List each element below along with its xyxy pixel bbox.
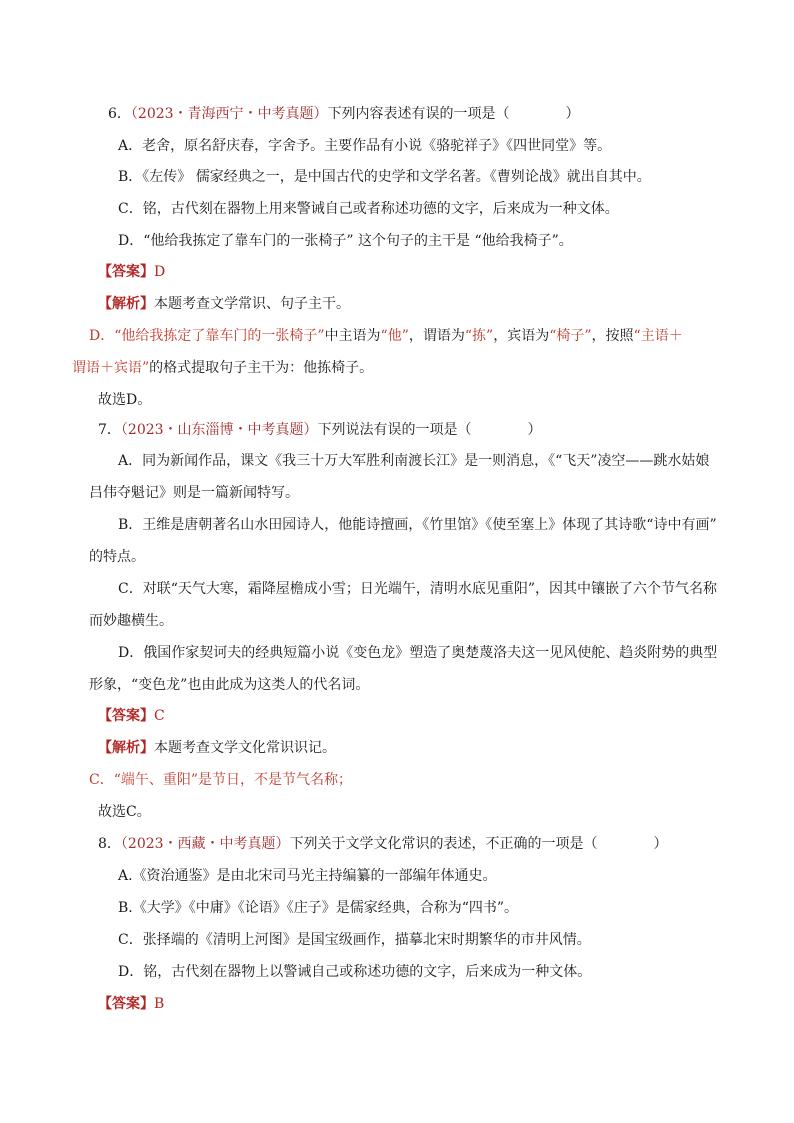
analysis-detail-line-1 — [89, 326, 683, 346]
conclusion: 故选C。 — [98, 804, 151, 820]
detail-text: “主语＋ — [633, 328, 683, 344]
option-b: B．王维是唐朝著名山水田园诗人，他能诗擅画，《竹里馆》《使至塞上》体现了其诗歌“诗中有画” — [118, 517, 717, 533]
detail-text: ，宾语为 — [493, 328, 550, 344]
answer-tag: 【答案】 — [98, 708, 154, 724]
analysis-tag: 【解析】 — [98, 740, 154, 756]
detail-text: “椅子” — [549, 328, 592, 344]
option-d: D．铭，古代刻在器物上以警诫自己或称述功德的文字，后来成为一种文体。 — [118, 964, 592, 980]
analysis-text: 本题考查文学常识、句子主干。 — [154, 296, 350, 312]
question-7-header — [98, 420, 542, 440]
question-6-header — [108, 104, 580, 124]
option-c: C．铭，古代刻在器物上用来警诫自己或者称述功德的文字，后来成为一种文体。 — [118, 201, 619, 217]
answer-line — [98, 706, 165, 726]
analysis-line — [98, 294, 350, 314]
analysis-text: 本题考查文学文化常识识记。 — [154, 740, 336, 756]
conclusion: 故选D。 — [98, 392, 152, 408]
question-stem: 下列关于文学文化常识的表述，不正确的一项是（ ） — [289, 836, 668, 852]
question-source: （2023・山东淄博・中考真题） — [120, 422, 318, 438]
option-a: A．老舍，原名舒庆春，字舍予。主要作品有小说《骆驼祥子》《四世同堂》等。 — [118, 138, 612, 154]
option-c: C．对联“天气大寒，霜降屋檐成小雪；日光端午，清明水底见重阳”，因其中镶嵌了六个节气名称 — [118, 581, 718, 597]
option-a-cont: 吕伟夺魁记》则是一篇新闻特写。 — [89, 485, 299, 501]
question-number: 8． — [98, 836, 121, 852]
question-8-header — [98, 834, 668, 854]
answer-tag: 【答案】 — [98, 264, 154, 280]
answer-tag: 【答案】 — [98, 996, 154, 1012]
detail-text: ，谓语为 — [408, 328, 465, 344]
answer-line — [98, 262, 165, 282]
detail-text: 谓语＋宾语” — [72, 360, 150, 376]
answer-line — [98, 994, 164, 1014]
option-d: D．俄国作家契诃夫的经典短篇小说《变色龙》塑造了奥楚蔑洛夫这一见风使舵、趋炎附势的典型 — [118, 645, 718, 661]
detail-text: “他” — [380, 328, 409, 344]
detail-text: “拣” — [464, 328, 494, 344]
option-b: B.《大学》《中庸》《论语》《庄子》是儒家经典，合称为“四书”。 — [118, 900, 519, 916]
question-stem: 下列说法有误的一项是（ ） — [317, 422, 542, 438]
option-b-cont: 的特点。 — [89, 549, 145, 565]
question-number: 7． — [98, 422, 121, 438]
option-b: B．《左传》 儒家经典之一，是中国古代的史学和文学名著。《曹刿论战》就出自其中。 — [118, 169, 651, 185]
answer-value: D — [154, 264, 166, 280]
analysis-line — [98, 738, 336, 758]
option-a: A．同为新闻作品，课文《我三十万大军胜利南渡长江》是一则消息，《“飞天”凌空——跳水姑娘 — [118, 453, 710, 469]
answer-value: C — [154, 708, 165, 724]
question-source: （2023・西藏・中考真题） — [120, 836, 290, 852]
analysis-tag: 【解析】 — [98, 296, 154, 312]
detail-text: ，按照 — [591, 328, 634, 344]
option-c-cont: 而妙趣横生。 — [89, 613, 173, 629]
question-source: （2023・青海西宁・中考真题） — [130, 106, 328, 122]
option-c: C．张择端的《清明上河图》是国宝级画作，描摹北宋时期繁华的市井风情。 — [118, 932, 591, 948]
analysis-detail-line-2 — [72, 358, 373, 378]
detail-text: 中主语为 — [324, 328, 381, 344]
option-d-cont: 形象，“变色龙”也由此成为这类人的代名词。 — [89, 677, 370, 693]
option-d: D．“他给我拣定了靠车门的一张椅子” 这个句子的主干是 “他给我椅子”。 — [118, 233, 573, 249]
detail-text: 的格式提取句子主干为：他拣椅子。 — [149, 360, 374, 376]
option-a: A.《资治通鉴》是由北宋司马光主持编纂的一部编年体通史。 — [118, 868, 497, 884]
analysis-detail: C．“端午、重阳”是节日，不是节气名称； — [89, 772, 353, 788]
detail-text: D．“他给我拣定了靠车门的一张椅子” — [89, 328, 325, 344]
question-stem: 下列内容表述有误的一项是（ ） — [327, 106, 580, 122]
answer-value: B — [154, 996, 165, 1012]
question-number: 6． — [108, 106, 131, 122]
